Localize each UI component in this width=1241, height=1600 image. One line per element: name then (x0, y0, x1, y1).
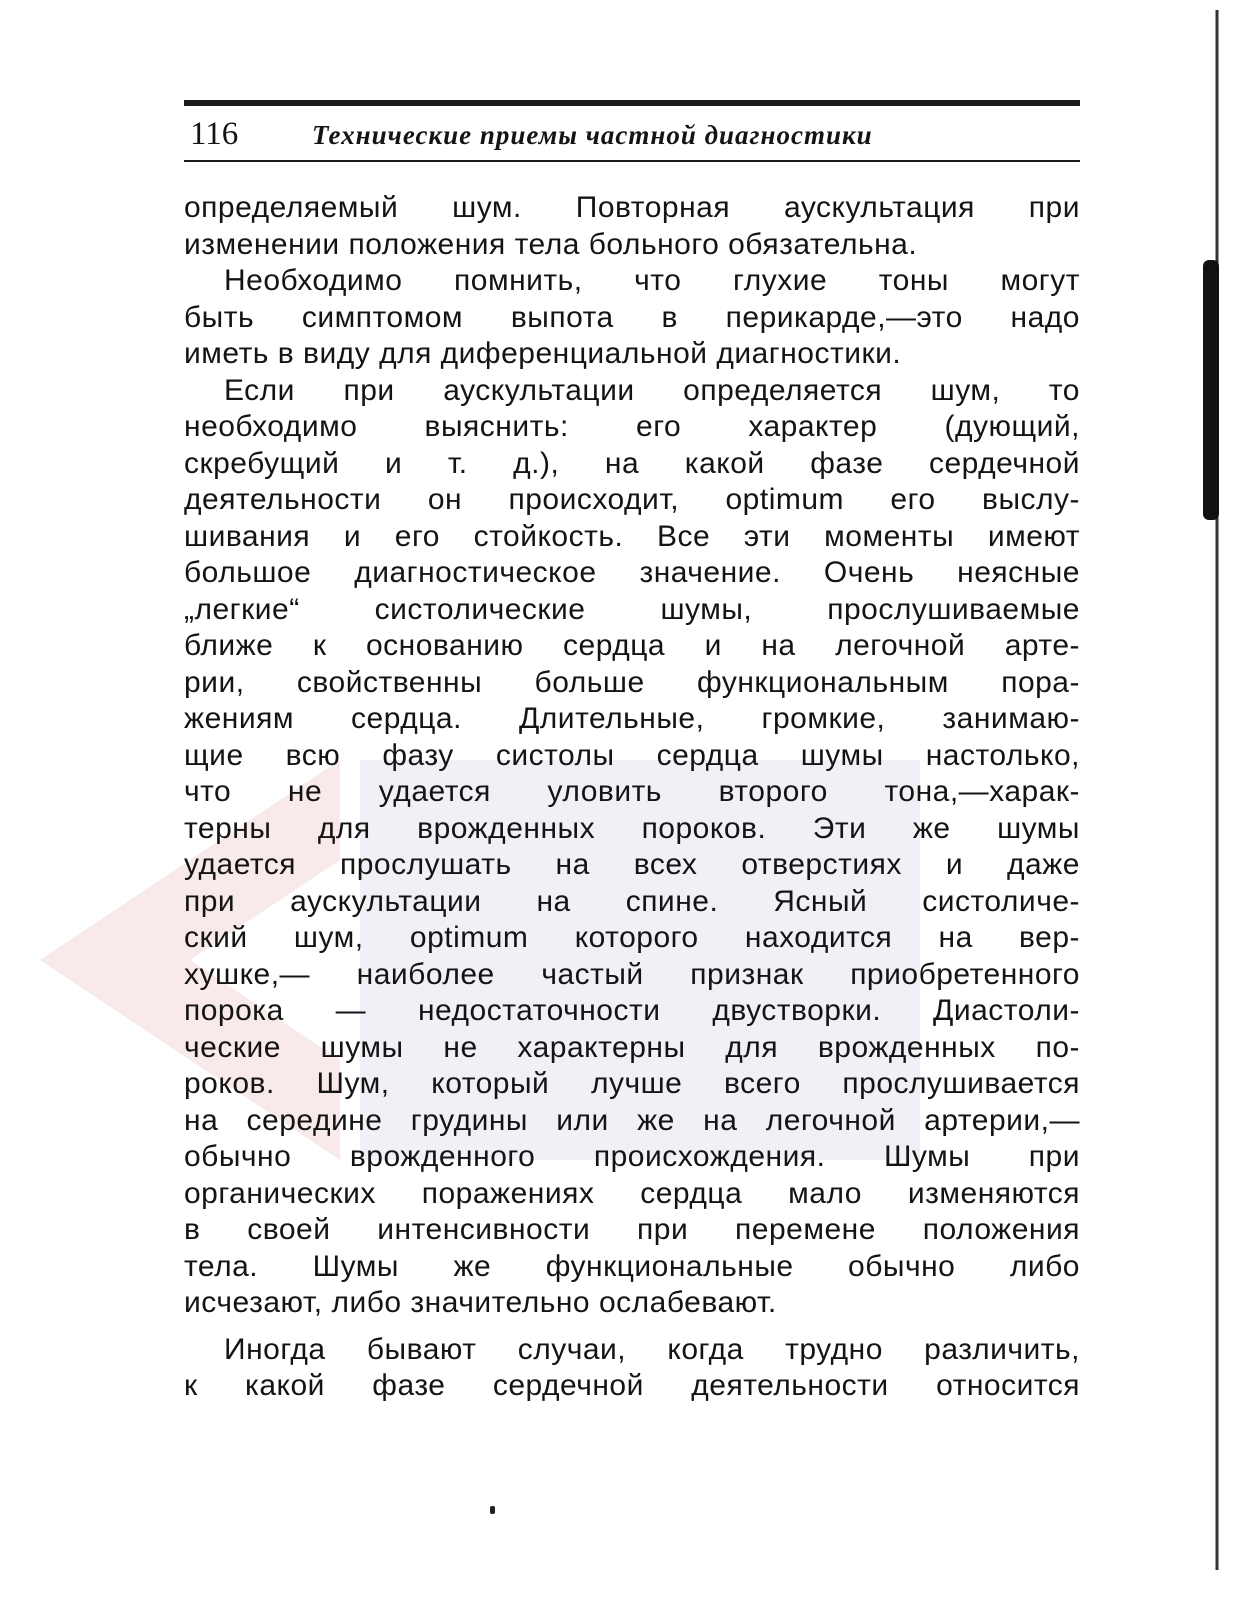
text-line: терны для врожденных пороков. Эти же шумы (184, 811, 1080, 845)
book-page (184, 100, 1080, 1405)
text-line: к какой фазе сердечной деятельности относится (184, 1369, 1080, 1402)
text-line: при аускультации на спине. Ясный систоличе- (184, 884, 1080, 918)
text-line: „легкие“ систолические шумы, прослушиваемые (184, 592, 1080, 626)
text-line: ский шум, optimum которого находится на вер- (184, 921, 1080, 954)
binding-edge (1213, 10, 1221, 1570)
text-line: ближе к основанию сердца и на легочной арте- (184, 629, 1080, 662)
running-head-title: Технические приемы частной диагностики (312, 120, 873, 150)
top-rule (184, 100, 1080, 106)
print-speck (490, 1506, 495, 1514)
text-line: обычно врожденного происхождения. Шумы при (184, 1140, 1080, 1173)
text-line: шивания и его стойкость. Все эти моменты имеют (184, 519, 1080, 553)
text-line: Если при аускультации определяется шум, то (224, 373, 1080, 407)
text-line: иметь в виду для диференциальной диагностики. (184, 337, 902, 370)
text-line: Необходимо помнить, что глухие тоны могут (224, 264, 1080, 297)
text-line: порока — недостаточности двустворки. Диастоли- (184, 994, 1080, 1027)
text-line: удается прослушать на всех отверстиях и даже (184, 848, 1080, 881)
text-line: рии, свойственны больше функциональным пора- (184, 665, 1080, 699)
text-line: скребущий и т. д.), на какой фазе сердечной (184, 446, 1080, 480)
text-line: ческие шумы не характерны для врожденных по- (184, 1030, 1080, 1064)
text-line: деятельности он происходит, optimum его выслу- (184, 483, 1080, 516)
text-line: органических поражениях сердца мало изменяются (184, 1176, 1080, 1210)
text-line: тела. Шумы же функциональные обычно либо (184, 1249, 1080, 1283)
text-line: определяемый шум. Повторная аускультация при (184, 191, 1080, 224)
body-text (184, 190, 1080, 1405)
text-line: жениям сердца. Длительные, громкие, занимаю- (184, 702, 1080, 735)
text-line: исчезают, либо значительно ослабевают. (184, 1286, 777, 1319)
text-line: что не удается уловить второго тона,—харак- (184, 775, 1080, 808)
text-line: необходимо выяснить: его характер (дующий, (184, 410, 1080, 443)
paragraph (184, 1332, 1080, 1405)
text-line: роков. Шум, который лучше всего прослушивается (184, 1067, 1080, 1100)
text-line: щие всю фазу систолы сердца шумы настолько, (184, 738, 1080, 772)
text-line: Иногда бывают случаи, когда трудно различить, (224, 1332, 1080, 1366)
text-line: быть симптомом выпота в перикарде,—это надо (184, 300, 1080, 334)
text-line: хушке,— наиболее частый признак приобретенного (184, 957, 1080, 991)
paragraph (184, 373, 1080, 1322)
page-number: 116 (190, 116, 239, 152)
running-head (184, 116, 1080, 162)
paragraph (184, 263, 1080, 373)
text-line: большое диагностическое значение. Очень неясные (184, 556, 1080, 589)
text-line: в своей интенсивности при перемене положения (184, 1213, 1080, 1246)
text-line: на середине грудины или же на легочной артерии,— (184, 1103, 1080, 1137)
binding-edge-mark (1203, 260, 1219, 520)
paragraph (184, 190, 1080, 263)
text-line: изменении положения тела больного обязательна. (184, 227, 918, 261)
